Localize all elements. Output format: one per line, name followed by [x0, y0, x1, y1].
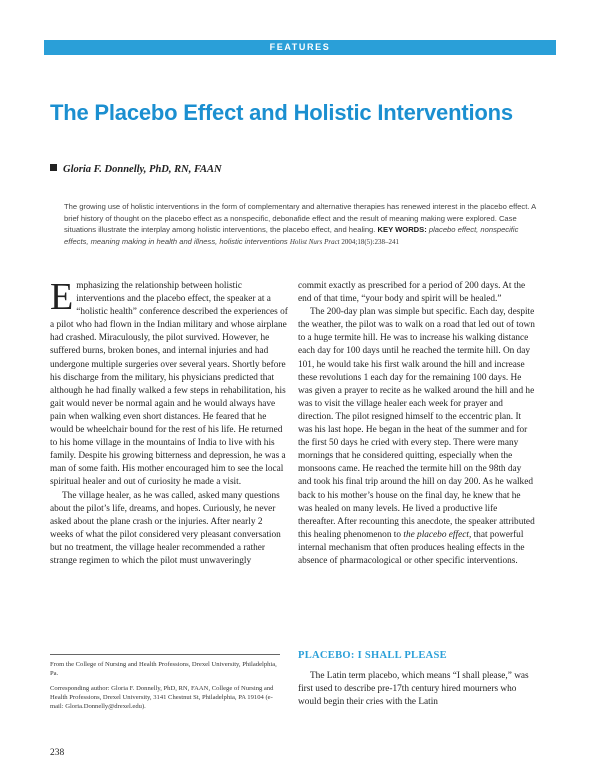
footnote-divider	[50, 654, 280, 655]
body-paragraph: commit exactly as prescribed for a period of 200 days. At the end of that time, “your body and spirit will be healed.”	[298, 281, 526, 305]
footnote-correspondence: Corresponding author: Gloria F. Donnelly, PhD, RN, FAAN, College of Nursing and Health Professions, Drexel University, 3141 Chestnut St, Philadelphia, PA 19104 (e-mail: Gloria.Donnelly@drexel.edu).	[50, 685, 274, 710]
article-title: The Placebo Effect and Holistic Interventions	[50, 100, 513, 125]
body-paragraph: The village healer, as he was called, asked many questions about the pilot’s life, dreams, and hopes. Curiously, he never asked about the plane crash or the injuries. After nearly 2 weeks of what the pilot considered very pleasant conversation but no treatment, the village healer recommended a rather strange regimen to which the pilot must unwaveringly	[50, 490, 281, 566]
bullet-square-icon	[50, 164, 57, 171]
footnote-affiliation: From the College of Nursing and Health Professions, Drexel University, Philadelphia, Pa.	[50, 661, 277, 677]
drop-cap: E	[50, 276, 74, 318]
citation	[290, 238, 399, 246]
abstract-text: The growing use of holistic interventions in the form of complementary and alternative therapies has renewed interest in the placebo effect. A brief history of thought on the placebo effect as a nonspecific, debonafide effect and the result of meaning making were explored. Case situations illustrate the interplay among holistic interventions, the placebo effect, and healing.	[64, 202, 536, 235]
author-name: Gloria F. Donnelly, PhD, RN, FAAN	[63, 164, 222, 175]
body-paragraph	[298, 306, 536, 568]
body-column-right	[298, 280, 536, 568]
section-label-bar	[44, 40, 556, 55]
body-column-left	[50, 276, 288, 568]
body-emphasis: the placebo effect	[403, 529, 469, 540]
citation-details: 2004;18(5):238–241	[341, 237, 399, 246]
body-paragraph-text: mphasizing the relationship between holistic interventions and the placebo effect, the speaker at a “holistic health” conference described the experiences of a pilot who had flown in the Indian military and whose airplane had crashed. Miraculously, the pilot survived. However, he suffered burns, broken bones, and internal injuries and had undergone multiple surgeries over several years. Shortly before his discharge from the military, his physicians predicted that although he had finally walked a few steps in rehabilitation, his gait would never be normal again and he would always have pain when walking even short distances. He feared that he would be wheelchair bound for the rest of his life. He returned to his home village in the mountains of India to live with his family. Despite his growing bitterness and depression, he was a man of some faith. His mother encouraged him to see the local spiritual healer and out of curiosity he made a visit.	[50, 281, 288, 488]
abstract	[64, 201, 542, 248]
section-label: FEATURES	[269, 42, 331, 52]
body-paragraph: The Latin term placebo, which means “I shall please,” was first used to describe pre-17th century hired mourners who would begin their cries with the Latin	[298, 671, 529, 708]
body-paragraph	[50, 276, 288, 490]
page-number: 238	[50, 748, 65, 758]
citation-journal: Holist Nurs Pract	[289, 237, 340, 246]
section-heading: PLACEBO: I SHALL PLEASE	[298, 650, 447, 661]
body-text-segment: , that powerful internal mechanism that often produces healing effects in the absence of pharmacological or other specific interventions.	[298, 529, 525, 566]
author-line	[50, 164, 222, 175]
keywords-label: KEY WORDS:	[377, 225, 427, 235]
body-text-segment: The 200-day plan was simple but specific. Each day, despite the weather, the pilot was to walk on a road that led out of town to a huge termite hill. He was to increase his walking distance each day for 100 days until he reached the termite hill. On day 101, he would take his first walk around the hill and increase these revolutions 1 each day for the remaining 100 days. He was given a prayer to recite as he walked around the hill and he was to visit the village healer each week for prayer and direction. The pilot resigned himself to the eccentric plan. It was his last hope. He began in the heat of the summer and for the first 50 days he cried with every step. There were many mornings that he considered quitting, especially when the monsoons came. He reached the termite hill on the 98th day and took his final trip around the hill on day 200. As he walked back to his mother’s house on the final day, he knew that he was healed on many levels. He lived a productive life thereafter. After recounting this anecdote, the speaker attributed this healing phenomenon to	[298, 307, 535, 540]
keywords: placebo effect, nonspecific effects, meaning making in health and illness, holistic interventions	[64, 225, 519, 246]
